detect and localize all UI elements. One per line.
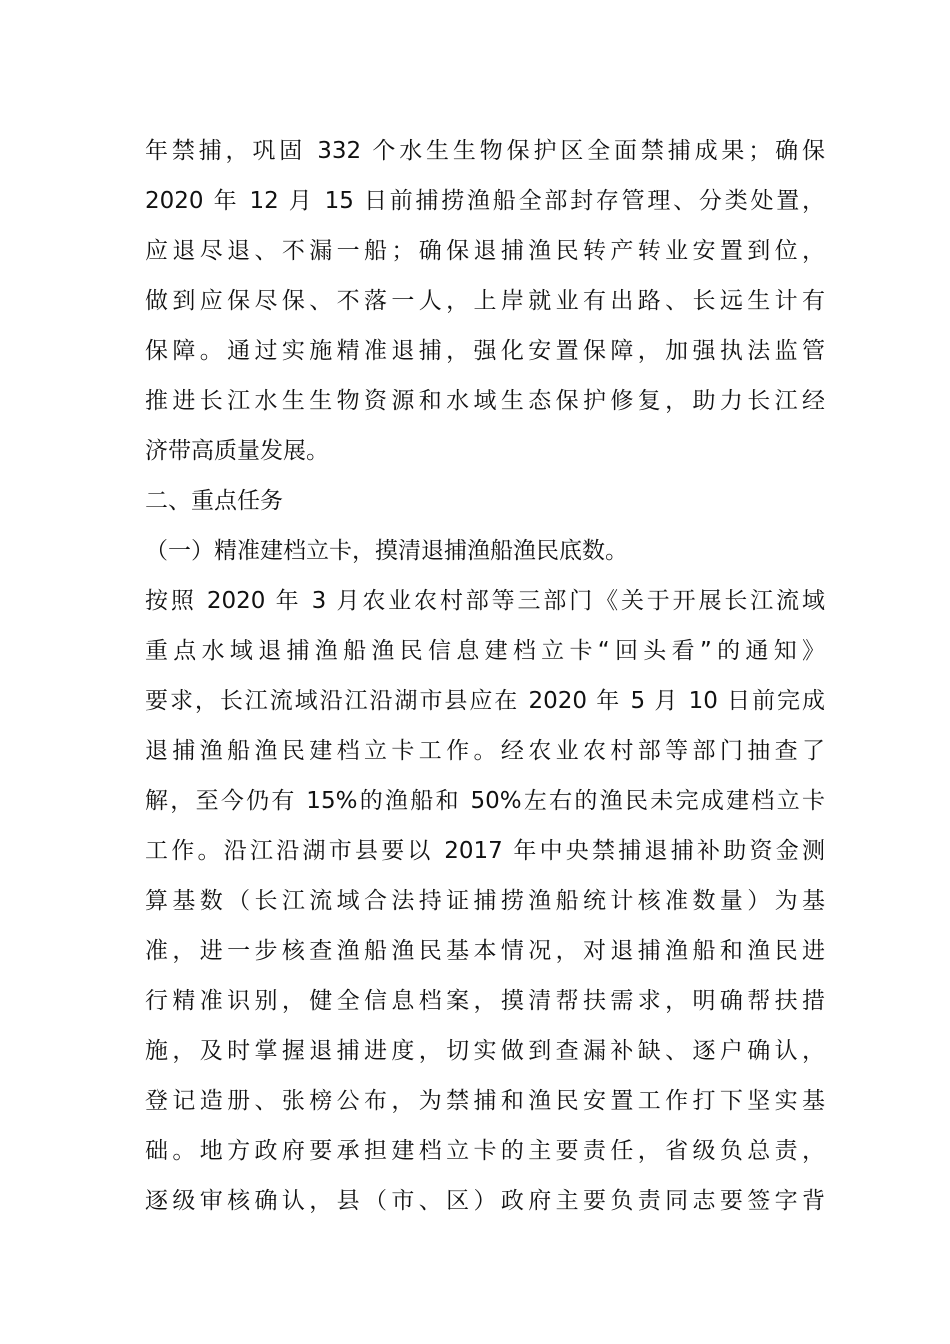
paragraph-line-18: 登记造册、张榜公布，为禁捕和渔民安置工作打下坚实基 xyxy=(145,1088,825,1114)
paragraph-line-1: 年禁捕，巩固 332 个水生生物保护区全面禁捕成果；确保 xyxy=(145,138,825,164)
paragraph-line-12: 解，至今仍有 15%的渔船和 50%左右的渔民未完成建档立卡 xyxy=(145,788,825,814)
paragraph-line-3: 应退尽退、不漏一船；确保退捕渔民转产转业安置到位， xyxy=(145,238,825,264)
paragraph-line-6: 推进长江水生生物资源和水域生态保护修复，助力长江经 xyxy=(145,388,825,414)
paragraph-line-14: 算基数（长江流域合法持证捕捞渔船统计核准数量）为基 xyxy=(145,888,825,914)
paragraph-line-10: 要求，长江流域沿江沿湖市县应在 2020 年 5 月 10 日前完成 xyxy=(145,688,825,714)
subsection-heading: （一）精准建档立卡，摸清退捕渔船渔民底数。 xyxy=(145,538,628,564)
paragraph-line-2: 2020 年 12 月 15 日前捕捞渔船全部封存管理、分类处置， xyxy=(145,188,825,214)
paragraph-line-9: 重点水域退捕渔船渔民信息建档立卡“回头看”的通知》 xyxy=(145,638,825,664)
section-heading: 二、重点任务 xyxy=(145,488,283,514)
paragraph-line-16: 行精准识别，健全信息档案，摸清帮扶需求，明确帮扶措 xyxy=(145,988,825,1014)
paragraph-line-8: 按照 2020 年 3 月农业农村部等三部门《关于开展长江流域 xyxy=(145,588,825,614)
paragraph-line-5: 保障。通过实施精准退捕，强化安置保障，加强执法监管 xyxy=(145,338,825,364)
paragraph-line-7: 济带高质量发展。 xyxy=(145,438,329,464)
paragraph-line-13: 工作。沿江沿湖市县要以 2017 年中央禁捕退捕补助资金测 xyxy=(145,838,825,864)
paragraph-line-19: 础。地方政府要承担建档立卡的主要责任，省级负总责， xyxy=(145,1138,825,1164)
paragraph-line-17: 施，及时掌握退捕进度，切实做到查漏补缺、逐户确认， xyxy=(145,1038,825,1064)
paragraph-line-4: 做到应保尽保、不落一人，上岸就业有出路、长远生计有 xyxy=(145,288,825,314)
paragraph-line-15: 准，进一步核查渔船渔民基本情况，对退捕渔船和渔民进 xyxy=(145,938,825,964)
paragraph-line-11: 退捕渔船渔民建档立卡工作。经农业农村部等部门抽查了 xyxy=(145,738,825,764)
paragraph-line-20: 逐级审核确认，县（市、区）政府主要负责同志要签字背 xyxy=(145,1188,825,1214)
